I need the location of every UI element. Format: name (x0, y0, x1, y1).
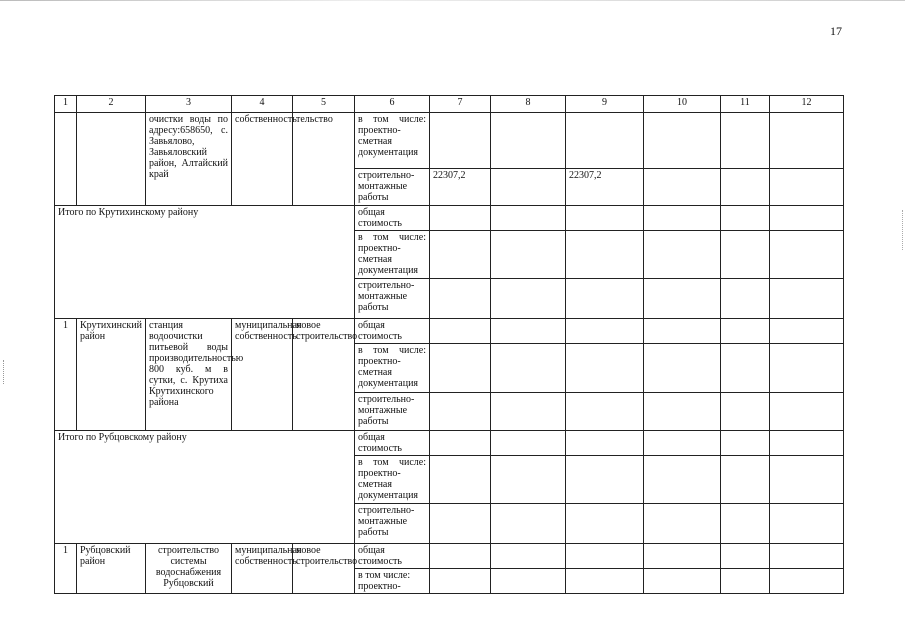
table-row (55, 544, 844, 569)
value-cell (566, 431, 644, 456)
value-cell (430, 569, 491, 594)
value-cell: 22307,2 (566, 169, 644, 206)
value-cell (770, 344, 844, 393)
column-header: 1 (55, 96, 77, 113)
column-header: 12 (770, 96, 844, 113)
value-cell (491, 569, 566, 594)
district-cell: Крутихинский район (77, 319, 146, 431)
value-cell (491, 544, 566, 569)
object-name-cell: строительство системы водоснабжения Рубцовский (146, 544, 232, 594)
value-cell (770, 206, 844, 231)
value-cell (721, 431, 770, 456)
value-cell (430, 344, 491, 393)
column-header: 6 (355, 96, 430, 113)
page-number: 17 (830, 24, 842, 38)
value-cell (644, 504, 721, 544)
value-cell (491, 169, 566, 206)
table-row (55, 206, 844, 231)
value-cell (644, 206, 721, 231)
value-cell (721, 569, 770, 594)
cost-type-cell: общая стоимость (355, 544, 430, 569)
scan-artifact-top (0, 0, 905, 1)
value-cell (770, 231, 844, 279)
value-cell (491, 319, 566, 344)
value-cell (566, 456, 644, 504)
column-header: 2 (77, 96, 146, 113)
column-header: 8 (491, 96, 566, 113)
district-cell (77, 113, 146, 206)
value-cell (491, 431, 566, 456)
value-cell (430, 319, 491, 344)
value-cell (644, 169, 721, 206)
cost-type-cell: строительно-монтажные работы (355, 169, 430, 206)
district-cell: Рубцовский район (77, 544, 146, 594)
value-cell (721, 504, 770, 544)
value-cell (721, 319, 770, 344)
value-cell (721, 279, 770, 319)
row-number-cell: 1 (55, 544, 77, 594)
value-cell (430, 544, 491, 569)
value-cell (770, 504, 844, 544)
ownership-cell: муниципальная собственность (232, 319, 293, 431)
value-cell (430, 206, 491, 231)
value-cell (491, 231, 566, 279)
value-cell (566, 319, 644, 344)
value-cell (491, 279, 566, 319)
object-name-cell: станция водоочистки питьевой воды производительностью 800 куб. м в сутки, с. Крутиха Крутихинского района (146, 319, 232, 431)
value-cell (430, 393, 491, 431)
header-row (55, 96, 844, 113)
value-cell (721, 113, 770, 169)
value-cell (566, 206, 644, 231)
work-type-cell: новое строительство (293, 544, 355, 594)
row-number-cell: 1 (55, 319, 77, 431)
ownership-cell: собственность (232, 113, 293, 206)
ownership-cell: муниципальная собственность (232, 544, 293, 594)
total-label-cell: Итого по Рубцовскому району (55, 431, 355, 544)
column-header: 5 (293, 96, 355, 113)
value-cell (566, 569, 644, 594)
value-cell: 22307,2 (430, 169, 491, 206)
value-cell (430, 504, 491, 544)
value-cell (770, 456, 844, 504)
value-cell (566, 231, 644, 279)
cost-type-cell: общая стоимость (355, 431, 430, 456)
value-cell (721, 169, 770, 206)
value-cell (721, 344, 770, 393)
value-cell (644, 393, 721, 431)
value-cell (644, 544, 721, 569)
object-name-cell: очистки воды по адресу:658650, с. Завьялово, Завьяловский район, Алтайский край (146, 113, 232, 206)
value-cell (770, 544, 844, 569)
value-cell (770, 431, 844, 456)
value-cell (566, 279, 644, 319)
value-cell (430, 231, 491, 279)
value-cell (430, 456, 491, 504)
value-cell (430, 113, 491, 169)
value-cell (721, 231, 770, 279)
scan-artifact-right (902, 210, 904, 250)
value-cell (770, 113, 844, 169)
cost-type-cell: в том числе: проектно-сметная документация (355, 231, 430, 279)
work-type-cell: тельство (293, 113, 355, 206)
value-cell (644, 319, 721, 344)
value-cell (491, 344, 566, 393)
value-cell (644, 344, 721, 393)
value-cell (770, 279, 844, 319)
cost-type-cell: строительно-монтажные работы (355, 279, 430, 319)
column-header: 9 (566, 96, 644, 113)
value-cell (644, 456, 721, 504)
value-cell (430, 431, 491, 456)
value-cell (721, 544, 770, 569)
cost-type-cell: общая стоимость (355, 206, 430, 231)
value-cell (721, 456, 770, 504)
cost-type-cell: строительно-монтажные работы (355, 393, 430, 431)
value-cell (770, 393, 844, 431)
value-cell (644, 279, 721, 319)
investment-table (54, 95, 844, 594)
column-header: 7 (430, 96, 491, 113)
total-label-cell: Итого по Крутихинскому району (55, 206, 355, 319)
value-cell (491, 206, 566, 231)
value-cell (566, 504, 644, 544)
cost-type-cell: в том числе: проектно- (355, 569, 430, 594)
table-row (55, 431, 844, 456)
cost-type-cell: в том числе: проектно-сметная документация (355, 344, 430, 393)
column-header: 10 (644, 96, 721, 113)
value-cell (770, 169, 844, 206)
value-cell (770, 319, 844, 344)
value-cell (770, 569, 844, 594)
table-row (55, 113, 844, 169)
cost-type-cell: строительно-монтажные работы (355, 504, 430, 544)
scan-artifact-left (3, 360, 6, 384)
value-cell (644, 231, 721, 279)
value-cell (430, 279, 491, 319)
value-cell (491, 113, 566, 169)
value-cell (566, 113, 644, 169)
value-cell (721, 206, 770, 231)
cost-type-cell: в том числе: проектно-сметная документация (355, 113, 430, 169)
value-cell (644, 431, 721, 456)
table-row (55, 319, 844, 344)
column-header: 11 (721, 96, 770, 113)
value-cell (491, 456, 566, 504)
value-cell (566, 544, 644, 569)
column-header: 3 (146, 96, 232, 113)
value-cell (491, 504, 566, 544)
cost-type-cell: в том числе: проектно-сметная документация (355, 456, 430, 504)
value-cell (644, 569, 721, 594)
value-cell (566, 344, 644, 393)
value-cell (644, 113, 721, 169)
row-number-cell (55, 113, 77, 206)
work-type-cell: новое строительство (293, 319, 355, 431)
value-cell (566, 393, 644, 431)
column-header: 4 (232, 96, 293, 113)
value-cell (491, 393, 566, 431)
cost-type-cell: общая стоимость (355, 319, 430, 344)
value-cell (721, 393, 770, 431)
